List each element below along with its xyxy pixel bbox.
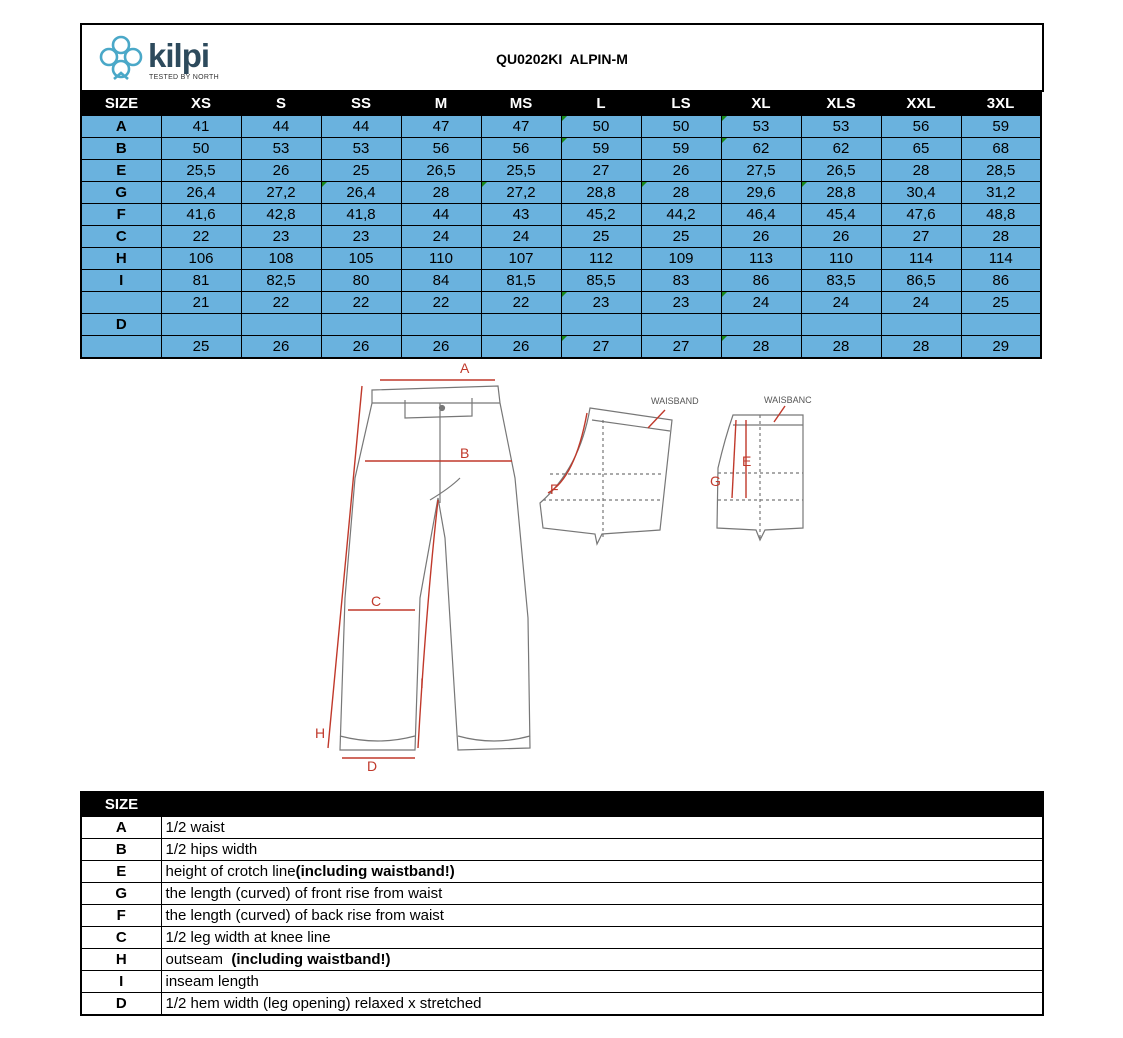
kilpi-logo bbox=[96, 33, 226, 85]
size-value-cell: 47 bbox=[401, 116, 481, 138]
size-value-cell: 25,5 bbox=[481, 160, 561, 182]
size-value-cell: 45,2 bbox=[561, 204, 641, 226]
size-value-cell: 25 bbox=[961, 292, 1041, 314]
size-value-cell: 47,6 bbox=[881, 204, 961, 226]
size-value-cell: 29 bbox=[961, 336, 1041, 359]
size-value-cell: 59 bbox=[641, 138, 721, 160]
size-value-cell: 110 bbox=[801, 248, 881, 270]
legend-row bbox=[81, 927, 1043, 949]
measurement-code: A bbox=[81, 116, 161, 138]
size-value-cell: 86,5 bbox=[881, 270, 961, 292]
legend-code: I bbox=[81, 971, 161, 993]
size-value-cell: 26 bbox=[241, 336, 321, 359]
legend-description bbox=[161, 993, 1043, 1016]
knot-icon bbox=[96, 33, 146, 85]
size-value-cell: 27,2 bbox=[241, 182, 321, 204]
size-value-cell: 22 bbox=[161, 226, 241, 248]
size-value-cell: 62 bbox=[721, 138, 801, 160]
measurement-code: F bbox=[81, 204, 161, 226]
label-c: C bbox=[371, 593, 382, 609]
size-value-cell: 81 bbox=[161, 270, 241, 292]
legend-bold-note: (including waistband!) bbox=[295, 863, 455, 880]
legend-code: F bbox=[81, 905, 161, 927]
legend-text: height of crotch line bbox=[165, 863, 296, 880]
size-value-cell: 84 bbox=[401, 270, 481, 292]
legend-text: outseam bbox=[165, 951, 232, 968]
pants-diagram bbox=[300, 358, 840, 778]
size-value-cell: 26 bbox=[401, 336, 481, 359]
size-value-cell: 48,8 bbox=[961, 204, 1041, 226]
size-value-cell: 46,4 bbox=[721, 204, 801, 226]
measurement-code: C bbox=[81, 226, 161, 248]
size-col-header: LS bbox=[641, 91, 721, 116]
waistband-back-label: WAISBANC bbox=[764, 395, 812, 405]
measurement-code: E bbox=[81, 160, 161, 182]
size-value-cell: 23 bbox=[241, 226, 321, 248]
size-value-cell: 62 bbox=[801, 138, 881, 160]
size-col-header: S bbox=[241, 91, 321, 116]
size-value-cell: 27 bbox=[561, 160, 641, 182]
size-value-cell: 23 bbox=[641, 292, 721, 314]
size-value-cell: 24 bbox=[401, 226, 481, 248]
size-value-cell bbox=[721, 314, 801, 336]
legend-text: 1/2 hips width bbox=[165, 841, 258, 858]
size-value-cell: 26 bbox=[721, 226, 801, 248]
size-col-header: XL bbox=[721, 91, 801, 116]
size-row bbox=[81, 138, 1041, 160]
legend-text: 1/2 leg width at knee line bbox=[165, 929, 331, 946]
size-row bbox=[81, 270, 1041, 292]
size-value-cell: 41,6 bbox=[161, 204, 241, 226]
size-value-cell: 83 bbox=[641, 270, 721, 292]
legend-description bbox=[161, 905, 1043, 927]
document-header bbox=[80, 23, 1044, 92]
size-col-header: XXL bbox=[881, 91, 961, 116]
label-d: D bbox=[367, 758, 378, 774]
legend-code: H bbox=[81, 949, 161, 971]
size-chart-table bbox=[80, 90, 1042, 359]
size-value-cell: 24 bbox=[481, 226, 561, 248]
size-value-cell: 22 bbox=[321, 292, 401, 314]
size-value-cell: 44 bbox=[401, 204, 481, 226]
size-header-row bbox=[81, 91, 1041, 116]
measurement-code: D bbox=[81, 314, 161, 336]
label-e: E bbox=[742, 453, 752, 469]
size-value-cell: 59 bbox=[961, 116, 1041, 138]
size-value-cell: 80 bbox=[321, 270, 401, 292]
size-value-cell: 105 bbox=[321, 248, 401, 270]
label-b: B bbox=[460, 445, 470, 461]
legend-text: 1/2 waist bbox=[165, 819, 225, 836]
size-col-header: XLS bbox=[801, 91, 881, 116]
size-value-cell: 59 bbox=[561, 138, 641, 160]
size-row bbox=[81, 160, 1041, 182]
legend-description bbox=[161, 861, 1043, 883]
size-value-cell: 86 bbox=[721, 270, 801, 292]
legend-header-blank bbox=[161, 792, 1043, 817]
size-value-cell: 24 bbox=[721, 292, 801, 314]
size-value-cell: 31,2 bbox=[961, 182, 1041, 204]
size-value-cell bbox=[481, 314, 561, 336]
size-row bbox=[81, 314, 1041, 336]
size-row bbox=[81, 182, 1041, 204]
label-g: G bbox=[710, 473, 721, 489]
size-value-cell: 26 bbox=[641, 160, 721, 182]
size-value-cell: 28 bbox=[881, 336, 961, 359]
size-value-cell: 27 bbox=[561, 336, 641, 359]
size-value-cell: 28,8 bbox=[801, 182, 881, 204]
size-value-cell: 28 bbox=[801, 336, 881, 359]
legend-text: the length (curved) of back rise from waist bbox=[165, 907, 444, 924]
size-value-cell: 25 bbox=[321, 160, 401, 182]
legend-description bbox=[161, 883, 1043, 905]
waistband-front-label: WAISBAND bbox=[651, 396, 699, 406]
size-value-cell: 28,8 bbox=[561, 182, 641, 204]
size-value-cell: 50 bbox=[641, 116, 721, 138]
size-value-cell: 47 bbox=[481, 116, 561, 138]
size-value-cell: 56 bbox=[401, 138, 481, 160]
pants-outline bbox=[340, 386, 530, 750]
size-value-cell bbox=[881, 314, 961, 336]
label-a: A bbox=[460, 360, 470, 376]
front-rise-piece bbox=[540, 408, 672, 544]
size-value-cell: 44 bbox=[241, 116, 321, 138]
size-value-cell: 29,6 bbox=[721, 182, 801, 204]
size-col-header: SIZE bbox=[81, 91, 161, 116]
size-value-cell: 43 bbox=[481, 204, 561, 226]
size-value-cell: 26 bbox=[241, 160, 321, 182]
size-value-cell: 65 bbox=[881, 138, 961, 160]
size-value-cell: 25 bbox=[641, 226, 721, 248]
size-value-cell: 28 bbox=[641, 182, 721, 204]
size-value-cell: 21 bbox=[161, 292, 241, 314]
legend-description bbox=[161, 927, 1043, 949]
size-value-cell: 106 bbox=[161, 248, 241, 270]
measurement-code bbox=[81, 336, 161, 359]
size-value-cell: 86 bbox=[961, 270, 1041, 292]
size-value-cell: 26,4 bbox=[161, 182, 241, 204]
size-row bbox=[81, 226, 1041, 248]
legend-description bbox=[161, 817, 1043, 839]
size-value-cell: 81,5 bbox=[481, 270, 561, 292]
size-value-cell: 26 bbox=[801, 226, 881, 248]
label-h: H bbox=[315, 725, 326, 741]
size-value-cell: 41 bbox=[161, 116, 241, 138]
legend-row bbox=[81, 949, 1043, 971]
legend-row bbox=[81, 839, 1043, 861]
size-value-cell bbox=[641, 314, 721, 336]
size-value-cell: 82,5 bbox=[241, 270, 321, 292]
legend-code: B bbox=[81, 839, 161, 861]
size-value-cell: 24 bbox=[881, 292, 961, 314]
size-value-cell bbox=[161, 314, 241, 336]
size-value-cell: 26,5 bbox=[801, 160, 881, 182]
size-value-cell bbox=[321, 314, 401, 336]
size-value-cell: 68 bbox=[961, 138, 1041, 160]
size-value-cell: 27 bbox=[881, 226, 961, 248]
size-value-cell: 110 bbox=[401, 248, 481, 270]
size-value-cell: 53 bbox=[241, 138, 321, 160]
label-i: I bbox=[420, 675, 424, 691]
brand-tagline: TESTED BY NORTH bbox=[149, 74, 219, 81]
size-value-cell: 23 bbox=[321, 226, 401, 248]
size-value-cell: 28,5 bbox=[961, 160, 1041, 182]
size-value-cell: 85,5 bbox=[561, 270, 641, 292]
size-value-cell: 25,5 bbox=[161, 160, 241, 182]
size-value-cell: 109 bbox=[641, 248, 721, 270]
legend-description bbox=[161, 839, 1043, 861]
measurement-code: I bbox=[81, 270, 161, 292]
size-value-cell: 113 bbox=[721, 248, 801, 270]
size-row bbox=[81, 292, 1041, 314]
size-value-cell: 44,2 bbox=[641, 204, 721, 226]
size-col-header: 3XL bbox=[961, 91, 1041, 116]
size-value-cell: 114 bbox=[881, 248, 961, 270]
size-value-cell: 50 bbox=[161, 138, 241, 160]
product-title: QU0202KI ALPIN-M bbox=[496, 51, 628, 67]
size-value-cell: 114 bbox=[961, 248, 1041, 270]
size-value-cell: 28 bbox=[721, 336, 801, 359]
legend-header-size: SIZE bbox=[81, 792, 161, 817]
legend-text: 1/2 hem width (leg opening) relaxed x stretched bbox=[165, 995, 482, 1012]
legend-row bbox=[81, 861, 1043, 883]
size-row bbox=[81, 248, 1041, 270]
size-value-cell: 83,5 bbox=[801, 270, 881, 292]
size-row bbox=[81, 204, 1041, 226]
legend-row bbox=[81, 883, 1043, 905]
size-col-header: L bbox=[561, 91, 641, 116]
size-value-cell: 23 bbox=[561, 292, 641, 314]
size-value-cell: 22 bbox=[241, 292, 321, 314]
label-f: F bbox=[550, 481, 559, 497]
legend-row bbox=[81, 905, 1043, 927]
size-value-cell: 28 bbox=[961, 226, 1041, 248]
size-row bbox=[81, 116, 1041, 138]
size-col-header: M bbox=[401, 91, 481, 116]
size-value-cell bbox=[961, 314, 1041, 336]
size-value-cell: 27,5 bbox=[721, 160, 801, 182]
size-value-cell: 25 bbox=[161, 336, 241, 359]
legend-row bbox=[81, 817, 1043, 839]
size-value-cell bbox=[801, 314, 881, 336]
measurement-code bbox=[81, 292, 161, 314]
size-value-cell bbox=[241, 314, 321, 336]
legend-code: C bbox=[81, 927, 161, 949]
brand-name: kilpi bbox=[148, 37, 210, 74]
size-col-header: MS bbox=[481, 91, 561, 116]
size-value-cell: 108 bbox=[241, 248, 321, 270]
legend-row bbox=[81, 993, 1043, 1016]
size-value-cell: 25 bbox=[561, 226, 641, 248]
size-value-cell: 24 bbox=[801, 292, 881, 314]
size-value-cell: 28 bbox=[881, 160, 961, 182]
size-value-cell: 44 bbox=[321, 116, 401, 138]
size-value-cell: 27 bbox=[641, 336, 721, 359]
size-value-cell: 41,8 bbox=[321, 204, 401, 226]
size-value-cell: 26,4 bbox=[321, 182, 401, 204]
measurement-code: G bbox=[81, 182, 161, 204]
legend-description bbox=[161, 949, 1043, 971]
size-value-cell: 45,4 bbox=[801, 204, 881, 226]
size-col-header: XS bbox=[161, 91, 241, 116]
size-value-cell: 56 bbox=[881, 116, 961, 138]
size-row bbox=[81, 336, 1041, 359]
size-value-cell: 28 bbox=[401, 182, 481, 204]
legend-code: A bbox=[81, 817, 161, 839]
size-value-cell: 53 bbox=[801, 116, 881, 138]
size-value-cell bbox=[561, 314, 641, 336]
size-value-cell: 50 bbox=[561, 116, 641, 138]
size-col-header: SS bbox=[321, 91, 401, 116]
size-value-cell: 26 bbox=[321, 336, 401, 359]
legend-description bbox=[161, 971, 1043, 993]
legend-bold-note: (including waistband!) bbox=[231, 951, 391, 968]
size-value-cell: 22 bbox=[481, 292, 561, 314]
measurement-code: B bbox=[81, 138, 161, 160]
size-value-cell: 26 bbox=[481, 336, 561, 359]
size-value-cell: 42,8 bbox=[241, 204, 321, 226]
size-value-cell: 26,5 bbox=[401, 160, 481, 182]
measure-lines bbox=[328, 380, 785, 758]
legend-table bbox=[80, 791, 1044, 1016]
legend-text: inseam length bbox=[165, 973, 259, 990]
legend-code: G bbox=[81, 883, 161, 905]
legend-header-row bbox=[81, 792, 1043, 817]
size-value-cell: 107 bbox=[481, 248, 561, 270]
size-value-cell bbox=[401, 314, 481, 336]
size-value-cell: 112 bbox=[561, 248, 641, 270]
legend-row bbox=[81, 971, 1043, 993]
legend-text: the length (curved) of front rise from waist bbox=[165, 885, 443, 902]
size-value-cell: 53 bbox=[721, 116, 801, 138]
measurement-diagram bbox=[300, 358, 840, 778]
size-value-cell: 56 bbox=[481, 138, 561, 160]
back-rise-piece bbox=[717, 415, 803, 540]
size-value-cell: 53 bbox=[321, 138, 401, 160]
legend-code: D bbox=[81, 993, 161, 1016]
size-value-cell: 30,4 bbox=[881, 182, 961, 204]
measurement-code: H bbox=[81, 248, 161, 270]
size-value-cell: 27,2 bbox=[481, 182, 561, 204]
legend-code: E bbox=[81, 861, 161, 883]
size-value-cell: 22 bbox=[401, 292, 481, 314]
